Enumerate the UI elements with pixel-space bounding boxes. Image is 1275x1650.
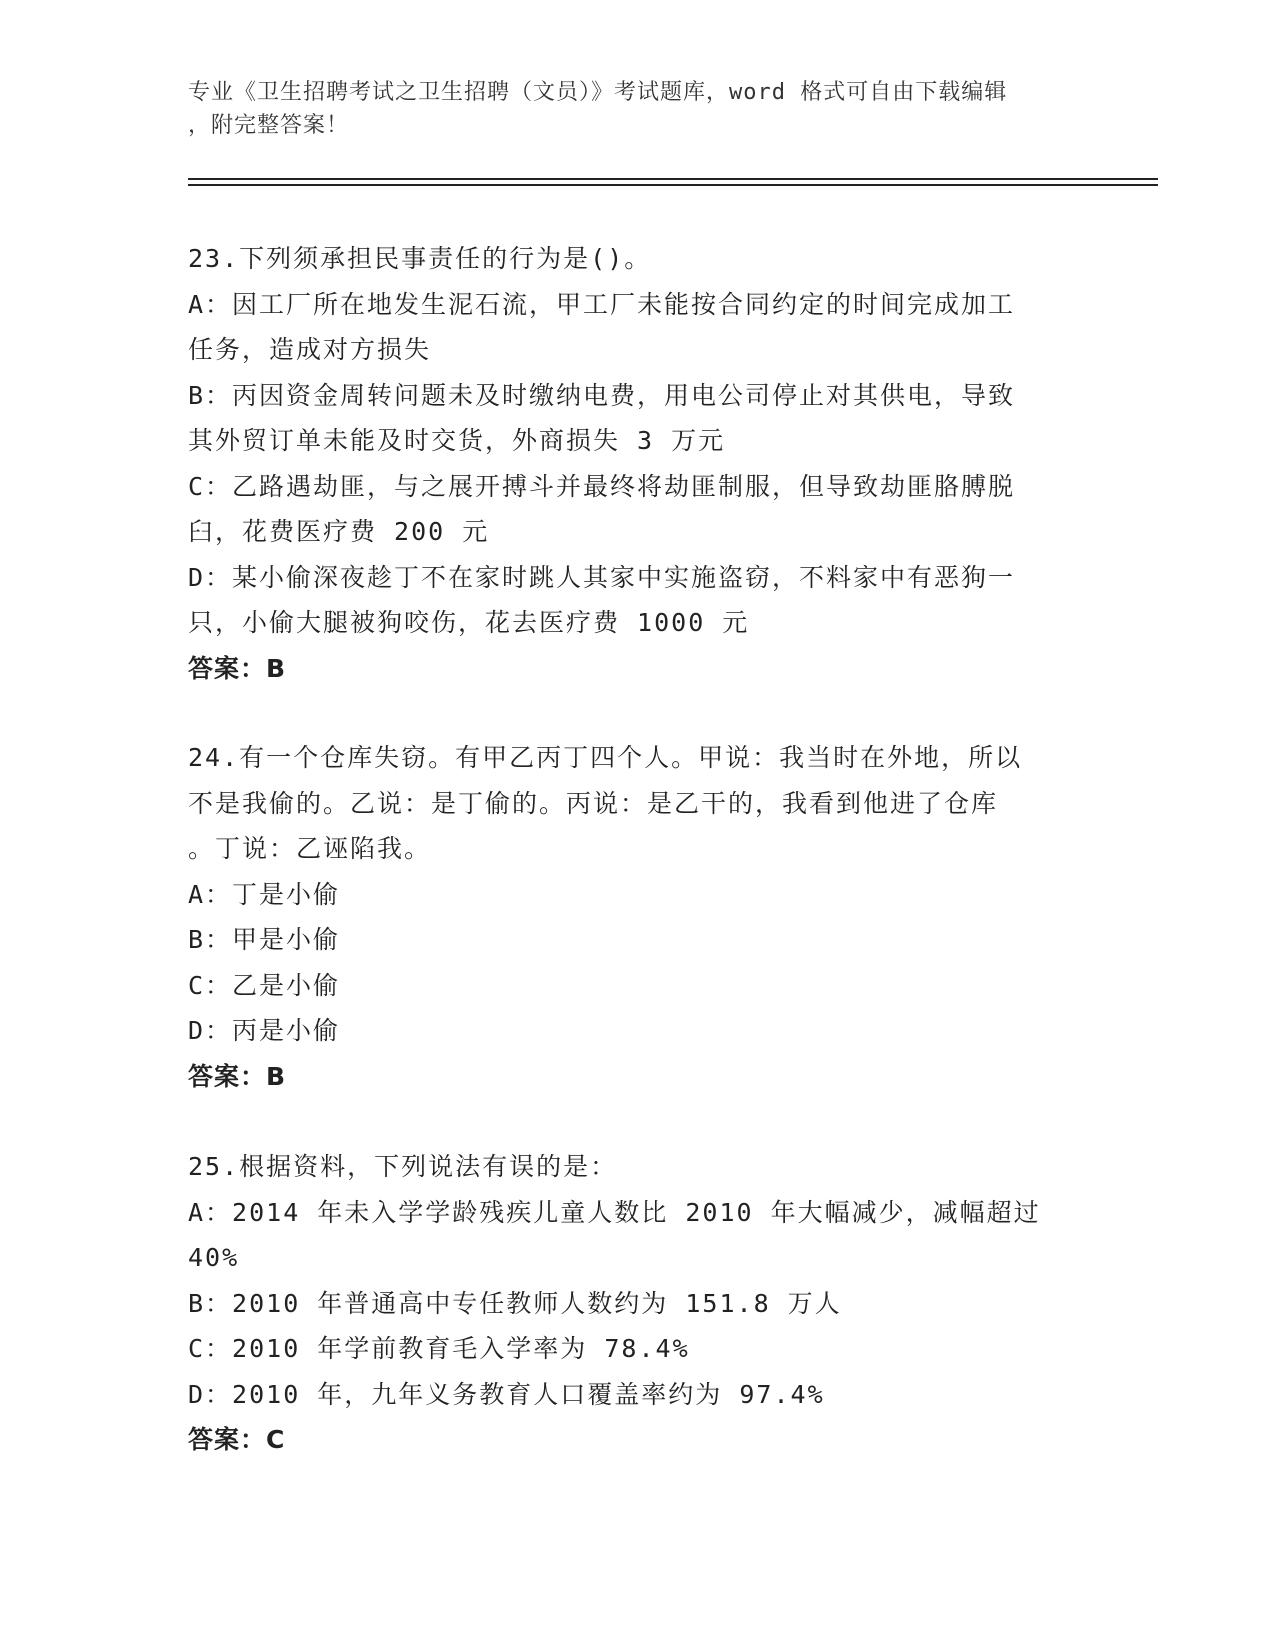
- option-a: A：2014 年未入学学龄残疾儿童人数比 2010 年大幅减少，减幅超过: [188, 1197, 1041, 1227]
- header-divider-top: [188, 178, 1158, 180]
- option-b: B：甲是小偷: [188, 925, 341, 954]
- option-b-continued: 其外贸订单未能及时交货，外商损失 3 万元: [188, 426, 726, 455]
- question-stem-continued: 。丁说：乙诬陷我。: [188, 834, 432, 863]
- header-line-1: 专业《卫生招聘考试之卫生招聘（文员）》考试题库，word 格式可自由下载编辑: [188, 80, 1008, 105]
- option-b: B：2010 年普通高中专任教师人数约为 151.8 万人: [188, 1288, 842, 1318]
- option-c: C：乙路遇劫匪，与之展开搏斗并最终将劫匪制服，但导致劫匪胳膊脱: [188, 471, 1016, 501]
- option-a-continued: 任务，造成对方损失: [188, 335, 432, 364]
- option-a: A：丁是小偷: [188, 879, 341, 909]
- question-24: [188, 735, 1088, 1099]
- option-d: D：某小偷深夜趁丁不在家时跳人其家中实施盗窃，不料家中有恶狗一: [188, 562, 1016, 592]
- option-a: A：因工厂所在地发生泥石流，甲工厂未能按合同约定的时间完成加工: [188, 289, 1016, 319]
- question-stem: 23.下列须承担民事责任的行为是()。: [188, 244, 652, 273]
- option-d: D：丙是小偷: [188, 1016, 341, 1045]
- answer: 答案：C: [188, 1425, 286, 1454]
- answer: 答案：B: [188, 653, 287, 683]
- question-23: [188, 236, 1088, 691]
- question-stem: 24.有一个仓库失窃。有甲乙丙丁四个人。甲说：我当时在外地，所以: [188, 743, 1023, 772]
- document-header: [188, 76, 1068, 142]
- option-c-continued: 臼，花费医疗费 200 元: [188, 517, 490, 546]
- header-divider-bottom: [188, 184, 1158, 186]
- option-c: C：乙是小偷: [188, 970, 341, 1000]
- option-d-continued: 只，小偷大腿被狗咬伤，花去医疗费 1000 元: [188, 608, 750, 637]
- question-stem-continued: 不是我偷的。乙说：是丁偷的。丙说：是乙干的，我看到他进了仓库: [188, 788, 999, 818]
- option-d: D：2010 年，九年义务教育人口覆盖率约为 97.4%: [188, 1379, 825, 1409]
- answer: 答案：B: [188, 1061, 287, 1091]
- header-line-2: ，附完整答案！: [188, 113, 350, 138]
- option-c: C：2010 年学前教育毛入学率为 78.4%: [188, 1334, 690, 1363]
- question-25: [188, 1144, 1088, 1463]
- option-b: B：丙因资金周转问题未及时缴纳电费，用电公司停止对其供电，导致: [188, 380, 1016, 410]
- option-a-continued: 40%: [188, 1243, 240, 1272]
- question-stem: 25.根据资料，下列说法有误的是：: [188, 1152, 618, 1181]
